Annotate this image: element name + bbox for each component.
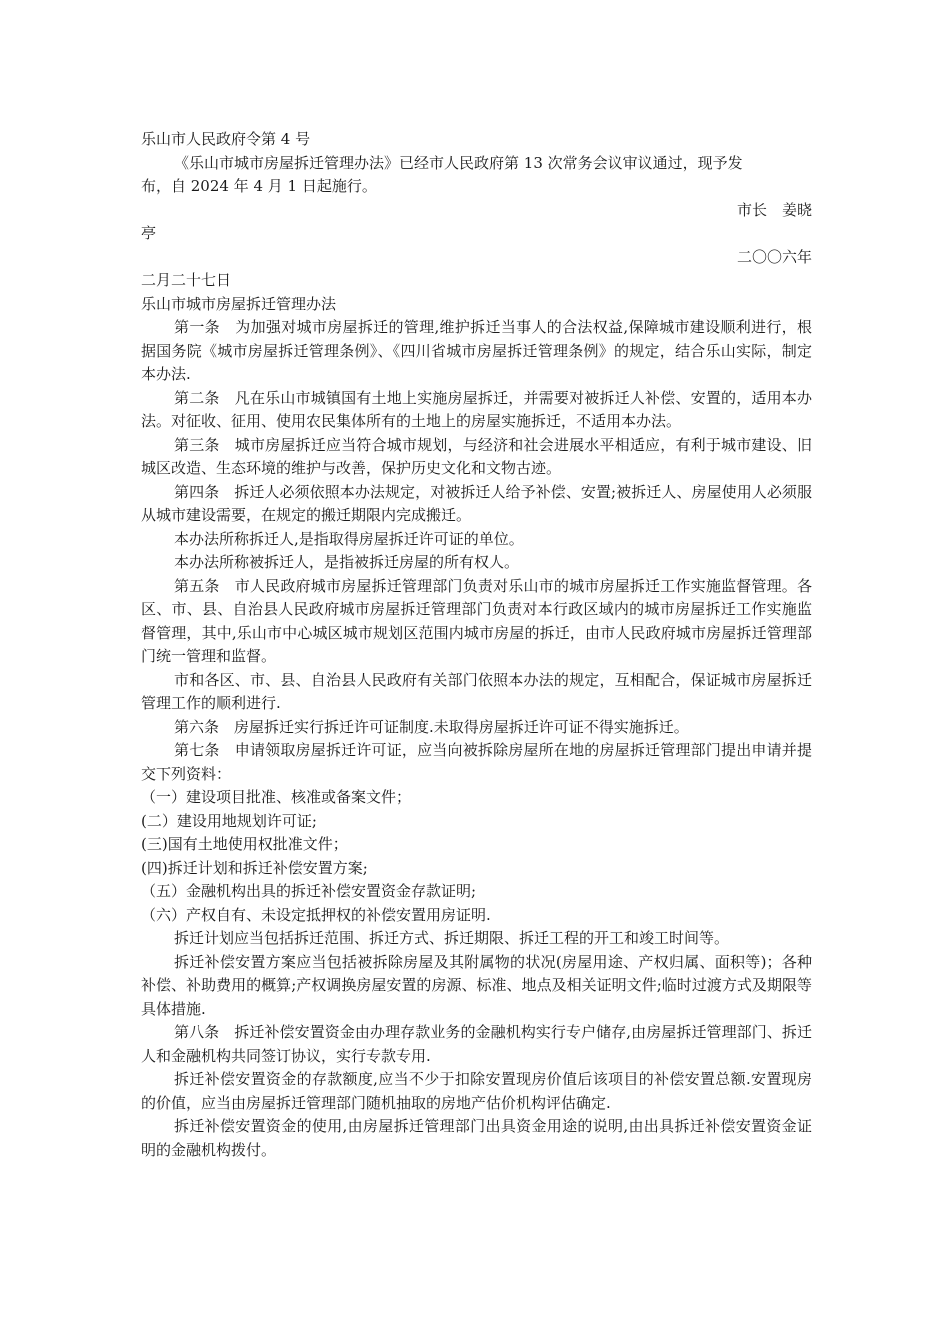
article-7-item-5: （五）金融机构出具的拆迁补偿安置资金存款证明; (141, 882, 477, 900)
article-8-paragraph-3: 拆迁补偿安置资金的使用,由房屋拆迁管理部门出具资金用途的说明,由出具拆迁补偿安置资金证明的金融机构拨付。 (141, 1117, 812, 1159)
article-7-item-2: (二）建设用地规划许可证; (141, 811, 317, 830)
issue-date-wrap: 二月二十七日 (141, 271, 232, 289)
article-2: 第二条 凡在乐山市城镇国有土地上实施房屋拆迁，并需要对被拆迁人补偿、安置的，适用本办法。对征收、征用、使用农民集体所有的土地上的房屋实施拆迁，不适用本办法。 (141, 388, 812, 430)
article-4-paragraph-2: 本办法所称拆迁人,是指取得房屋拆迁许可证的单位。 (174, 529, 524, 548)
article-7-item-6: （六）产权自有、未设定抵押权的补偿安置用房证明. (141, 905, 491, 924)
article-7: 第七条 申请领取房屋拆迁许可证，应当向被拆除房屋所在地的房屋拆迁管理部门提出申请并提交下列资料： (141, 741, 812, 783)
article-8: 第八条 拆迁补偿安置资金由办理存款业务的金融机构实行专户储存,由房屋拆迁管理部门、拆迁人和金融机构共同签订协议，实行专款专用. (141, 1023, 812, 1065)
article-4: 第四条 拆迁人必须依照本办法规定，对被拆迁人给予补偿、安置;被拆迁人、房屋使用人必须服从城市建设需要，在规定的搬迁期限内完成搬迁。 (141, 482, 812, 524)
article-4-paragraph-3: 本办法所称被拆迁人，是指被拆迁房屋的所有权人。 (174, 553, 520, 571)
mayor-signature-wrap: 亭 (141, 224, 157, 242)
article-5-paragraph-2: 市和各区、市、县、自治县人民政府有关部门依照本办法的规定，互相配合，保证城市房屋拆迁管理工作的顺利进行. (141, 670, 812, 712)
article-1: 第一条 为加强对城市房屋拆迁的管理,维护拆迁当事人的合法权益,保障城市建设顺利进行，根据国务院《城市房屋拆迁管理条例》、《四川省城市房屋拆迁管理条例》的规定，结合乐山实际，制定本办法. (141, 318, 812, 383)
article-8-paragraph-2: 拆迁补偿安置资金的存款额度,应当不少于扣除安置现房价值后该项目的补偿安置总额.安置现房的价值，应当由房屋拆迁管理部门随机抽取的房地产估价机构评估确定. (141, 1070, 812, 1112)
article-6: 第六条 房屋拆迁实行拆迁许可证制度.未取得房屋拆迁许可证不得实施拆迁。 (174, 717, 689, 736)
article-7-paragraph-2: 拆迁计划应当包括拆迁范围、拆迁方式、拆迁期限、拆迁工程的开工和竣工时间等。 (174, 929, 730, 947)
article-7-item-4: (四)拆迁计划和拆迁补偿安置方案; (141, 858, 368, 877)
order-number: 乐山市人民政府令第 4 号 (141, 130, 311, 148)
article-7-item-1: （一）建设项目批准、核准或备案文件； (141, 788, 412, 806)
mayor-signature: 市长 姜晓 (736, 200, 812, 219)
article-7-paragraph-3: 拆迁补偿安置方案应当包括被拆除房屋及其附属物的状况(房屋用途、产权归属、面积等)；各种补偿、补助费用的概算;产权调换房屋安置的房源、标准、地点及相关证明文件;临时过渡方式及期限等具体措施. (141, 952, 812, 1018)
article-5: 第五条 市人民政府城市房屋拆迁管理部门负责对乐山市的城市房屋拆迁工作实施监督管理。各区、市、县、自治县人民政府城市房屋拆迁管理部门负责对本行政区域内的城市房屋拆迁工作实施监督管理，其中,乐山市中心城区城市规划区范围内城市房屋的拆迁，由市人民政府城市房屋拆迁管理部门统一管理和监督。 (141, 576, 812, 665)
document-title: 乐山市城市房屋拆迁管理办法 (141, 294, 337, 313)
issue-date: 二〇〇六年 (736, 247, 812, 266)
article-3: 第三条 城市房屋拆迁应当符合城市规划，与经济和社会进展水平相适应，有利于城市建设、旧城区改造、生态环境的维护与改善，保护历史文化和文物古迹。 (141, 435, 812, 477)
article-7-item-3: (三)国有土地使用权批准文件； (141, 835, 348, 853)
announcement-line-2: 布，自 2024 年 4 月 1 日起施行。 (141, 177, 377, 195)
announcement-line-1: 《乐山市城市房屋拆迁管理办法》已经市人民政府第 13 次常务会议审议通过，现予发 (174, 153, 743, 172)
